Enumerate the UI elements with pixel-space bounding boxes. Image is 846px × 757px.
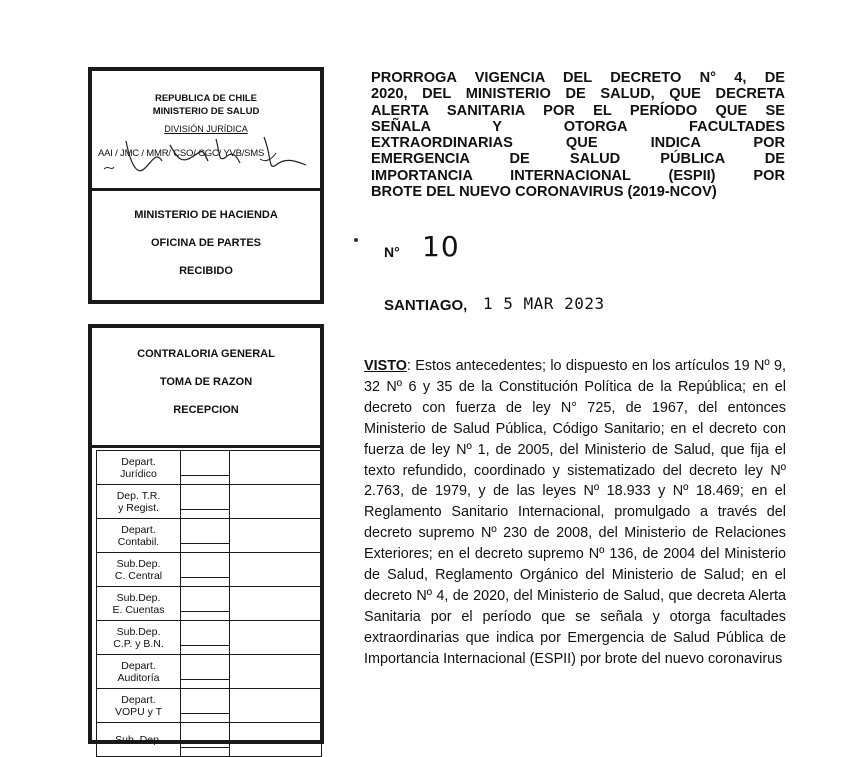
title-line: IMPORTANCIA INTERNACIONAL (ESPII) POR [371,167,785,184]
hacienda-section [92,191,320,300]
visto-paragraph [364,356,786,670]
department-mark-cell [181,689,230,723]
cell-divider [181,663,229,680]
department-label-line1: Depart. [121,455,156,468]
contraloria-header [92,328,320,448]
department-notes-cell [230,451,322,485]
title-line: 2020, DEL MINISTERIO DE SALUD, QUE DECRETA [371,86,785,103]
department-row [97,655,322,689]
department-label-line1: Sub.Dep. [116,591,161,604]
department-row [97,519,322,553]
department-label-line1: Depart. [121,523,156,536]
department-notes-cell [230,689,322,723]
cell-divider [181,629,229,646]
department-label-line2: C.P. y B.N. [113,637,164,650]
department-label [97,689,181,723]
title-line: PRORROGA VIGENCIA DEL DECRETO N° 4, DE [371,70,785,86]
department-notes-cell [230,587,322,621]
department-label-line1: Depart. [121,659,156,672]
division-juridica: DIVISIÓN JURÍDICA [164,124,248,134]
department-mark-cell [181,451,230,485]
department-row [97,723,322,757]
republic-line: REPUBLICA DE CHILE [154,93,258,104]
initials-line: AAI / JMC / MMR/ CSO/ CGC/ YVB/SMS [98,148,265,159]
date-stamp: 1 5 MAR 2023 [483,294,605,313]
ministerio-salud-section [92,71,320,191]
decree-number-label: N° [384,244,400,260]
department-label [97,621,181,655]
department-label-line1: Depart. [121,693,156,706]
recepcion-line: RECEPCION [173,404,239,416]
cell-divider [181,731,229,748]
recibido-line: RECIBIDO [179,265,233,277]
visto-text: : Estos antecedentes; lo dispuesto en los artículos 19 Nº 9, 32 Nº 6 y 35 de la Constitución Política de la República; en el decreto con fuerza de ley N° 725, de 1967, del entonces Ministerio de Salud Pública, Código Sanitario; en el decreto con fuerza de ley Nº 1, de 2005, del Ministerio de Salud, que fija el texto refundido, coordinado y sistematizado del decreto ley Nº 2.763, de 1979, y de las leyes Nº 18.933 y Nº 18.469; en el Reglamento Sanitario Internacional, promulgado a través del decreto supremo Nº 230 de 2008, del Ministerio de Relaciones Exteriores; en el decreto supremo Nº 136, de 2004 del Ministerio de Salud, Reglamento Orgánico del Ministerio de Salud; en el decreto Nº 4, de 2020, del Ministerio de Salud, que decreta Alerta Sanitaria por el período que se señala y otorga facultades extraordinarias que indica por Emergencia de Salud Pública de Importancia Internacional (ESPII) por brote del nuevo coronavirus [364,358,786,667]
department-notes-cell [230,621,322,655]
department-label [97,519,181,553]
department-label-line2: C. Central [114,569,163,582]
department-label-line1: Sub.Dep. [116,557,161,570]
visto-label: VISTO [364,358,407,374]
cell-divider [181,561,229,578]
mark-dot [354,238,358,242]
department-label-line1: Sub.Dep. [116,625,161,638]
department-label-line2: Auditoría [117,671,160,684]
department-mark-cell [181,655,230,689]
ministry-stamp-box [88,67,324,304]
contraloria-line: CONTRALORIA GENERAL [137,348,275,360]
title-line: SEÑALA Y OTORGA FACULTADES [371,118,785,135]
division-line-wrap [92,119,320,137]
department-label-line2: E. Cuentas [112,603,165,616]
department-row [97,689,322,723]
department-grid [96,450,322,757]
department-label-line2: VOPU y T [114,705,163,718]
cell-divider [181,493,229,510]
department-label-line2: Jurídico [120,467,157,480]
ministry-line: MINISTERIO DE SALUD [152,106,260,117]
department-mark-cell [181,587,230,621]
city-label: SANTIAGO, [384,297,468,314]
department-notes-cell [230,519,322,553]
department-mark-cell [181,519,230,553]
contraloria-stamp-box [88,324,324,744]
decree-title [371,70,785,200]
title-line: ALERTA SANITARIA POR EL PERÍODO QUE SE [371,102,785,119]
department-label-line1: Sub. Dep. [115,733,162,746]
department-row [97,553,322,587]
department-notes-cell [230,553,322,587]
department-label-line2: y Regist. [118,501,159,514]
department-label [97,553,181,587]
department-label-line1: Dep. T.R. [116,489,161,502]
department-mark-cell [181,723,230,757]
department-label-line2: Contabil. [117,535,160,548]
department-label [97,485,181,519]
cell-divider [181,595,229,612]
department-label [97,587,181,621]
department-mark-cell [181,621,230,655]
department-mark-cell [181,485,230,519]
department-row [97,587,322,621]
cell-divider [181,527,229,544]
department-row [97,485,322,519]
department-label [97,451,181,485]
department-notes-cell [230,655,322,689]
department-mark-cell [181,553,230,587]
decree-number-value: 10 [422,230,460,263]
title-line: BROTE DEL NUEVO CORONAVIRUS (2019-NCOV) [371,184,717,201]
department-row [97,621,322,655]
department-label [97,723,181,757]
oficina-partes-line: OFICINA DE PARTES [150,237,261,249]
cell-divider [181,459,229,476]
department-notes-cell [230,485,322,519]
title-line: EXTRAORDINARIAS QUE INDICA POR [371,135,785,152]
department-label [97,655,181,689]
title-line: EMERGENCIA DE SALUD PÚBLICA DE [371,151,785,168]
toma-razon-line: TOMA DE RAZON [159,376,253,388]
hacienda-line: MINISTERIO DE HACIENDA [134,209,278,221]
signature-scribble [96,131,322,191]
department-row [97,451,322,485]
cell-divider [181,697,229,714]
department-notes-cell [230,723,322,757]
